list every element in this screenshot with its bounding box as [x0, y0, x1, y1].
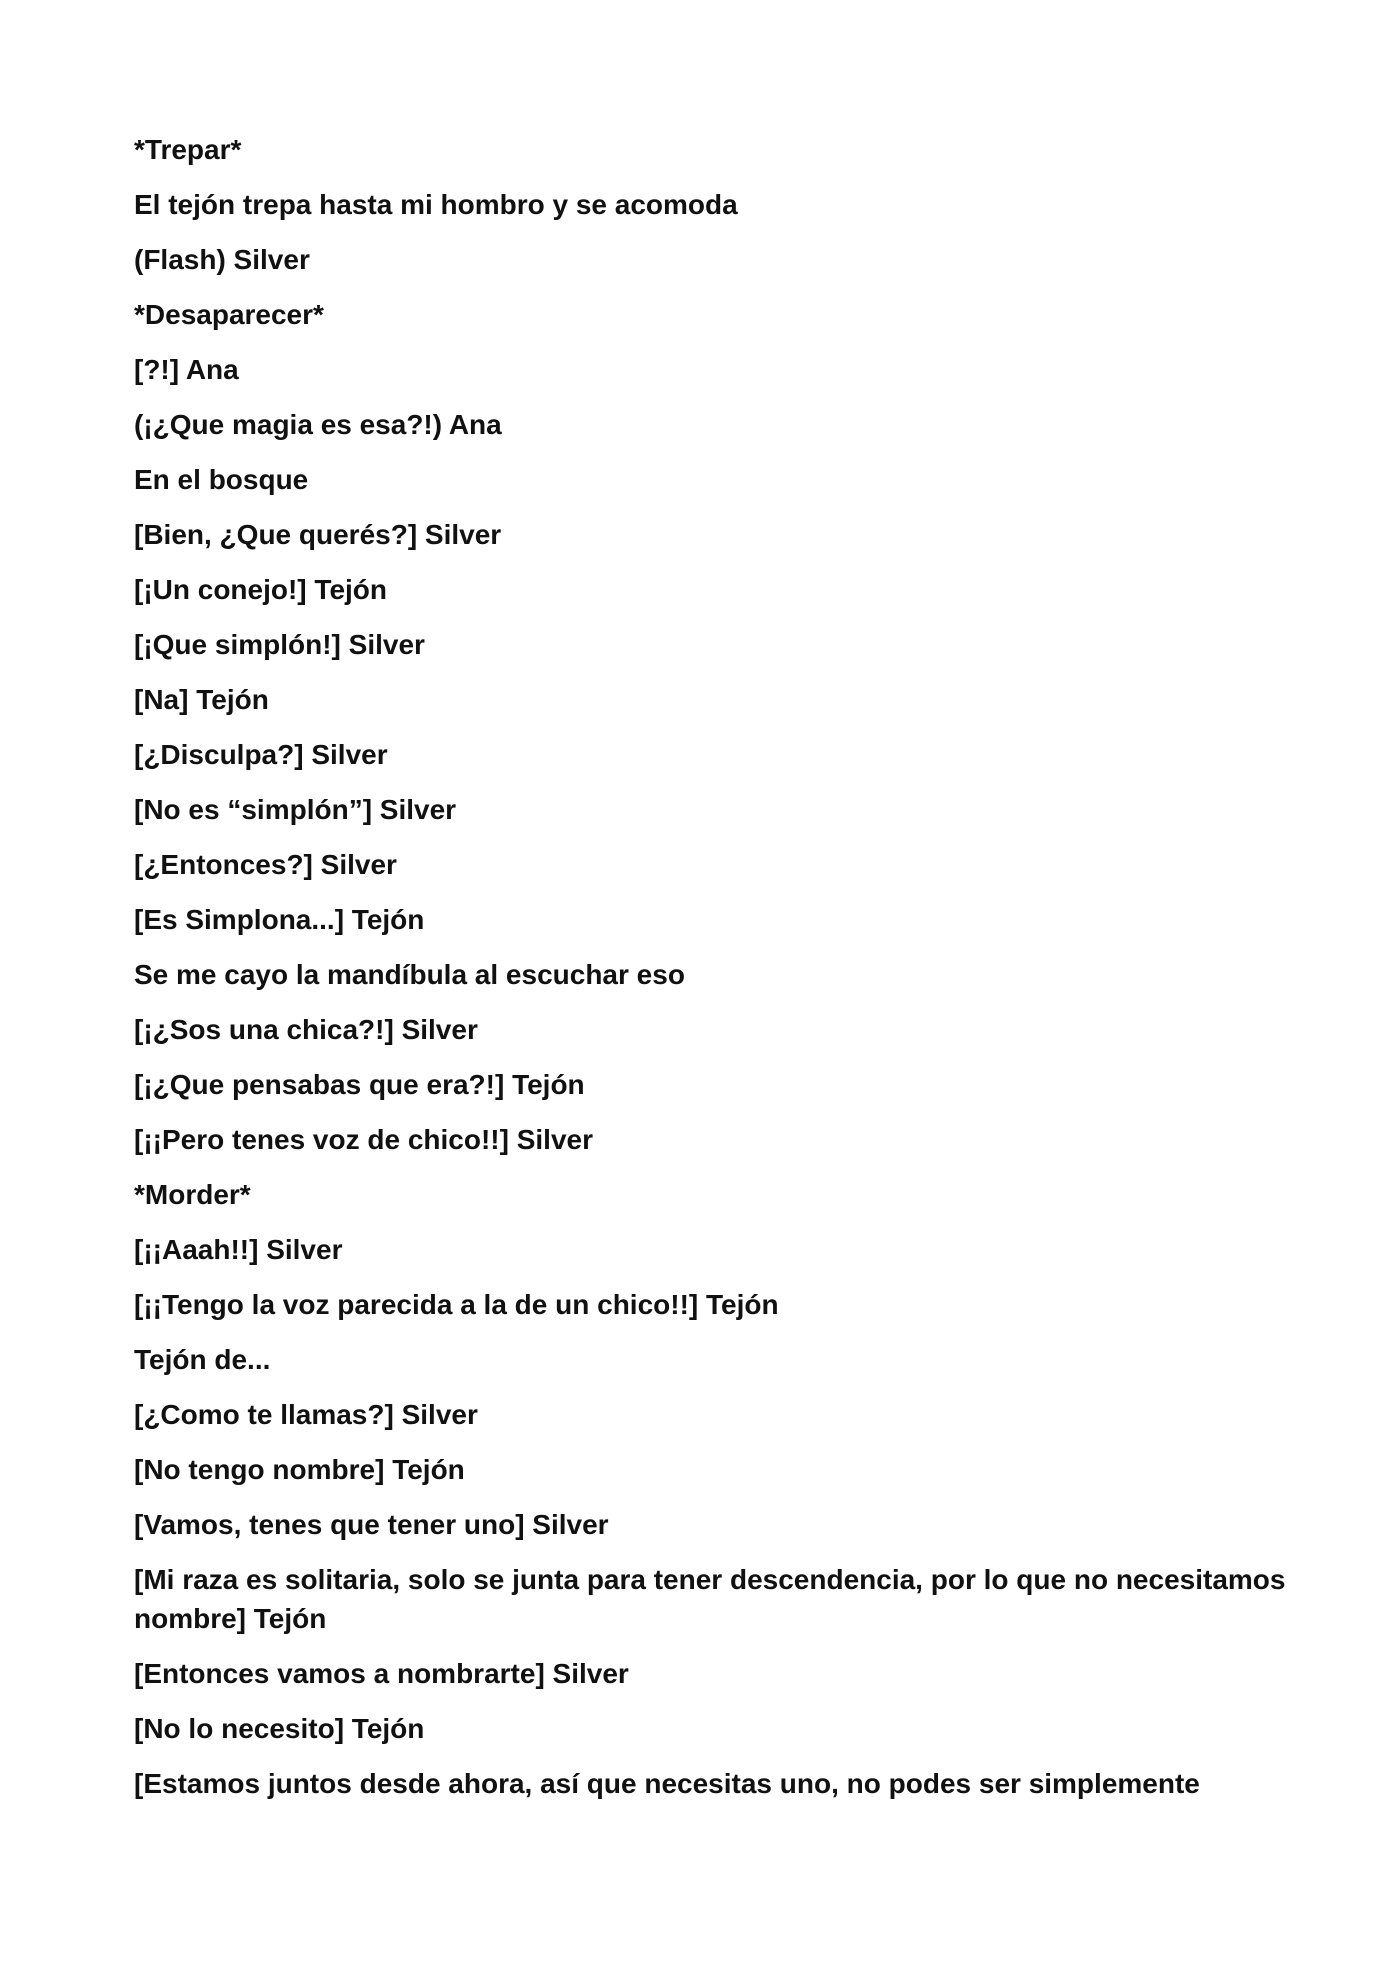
text-line: [¡¿Sos una chica?!] Silver — [134, 1014, 478, 1045]
text-line: [¡¡Tengo la voz parecida a la de un chico!!] Tejón — [134, 1289, 779, 1320]
text-line: [Na] Tejón — [134, 684, 269, 715]
text-line: [¿Disculpa?] Silver — [134, 739, 388, 770]
text-line: [Mi raza es solitaria, solo se junta para tener descendencia, por lo que no necesitamos nombre] Tejón — [134, 1564, 1286, 1634]
text-line: [¡Que simplón!] Silver — [134, 629, 425, 660]
text-line: El tejón trepa hasta mi hombro y se acomoda — [134, 189, 738, 220]
text-line: [No tengo nombre] Tejón — [134, 1454, 465, 1485]
text-line: (Flash) Silver — [134, 244, 310, 275]
text-line: [¿Entonces?] Silver — [134, 849, 397, 880]
text-line: [Bien, ¿Que querés?] Silver — [134, 519, 502, 550]
text-line: *Desaparecer* — [134, 299, 324, 330]
text-line: [¿Como te llamas?] Silver — [134, 1399, 478, 1430]
text-line: [¡Un conejo!] Tejón — [134, 574, 387, 605]
text-line: Tejón de... — [134, 1344, 271, 1375]
text-line: [Es Simplona...] Tejón — [134, 904, 425, 935]
text-line: [¡¡Aaah!!] Silver — [134, 1234, 343, 1265]
text-line: [No es “simplón”] Silver — [134, 794, 457, 825]
text-line: [Estamos juntos desde ahora, así que necesitas uno, no podes ser simplemente — [134, 1768, 1200, 1799]
text-line: [Entonces vamos a nombrarte] Silver — [134, 1658, 629, 1689]
text-line: [¡¡Pero tenes voz de chico!!] Silver — [134, 1124, 593, 1155]
text-line: En el bosque — [134, 464, 309, 495]
document-body — [134, 130, 1294, 1819]
text-line: [?!] Ana — [134, 354, 239, 385]
text-line: Se me cayo la mandíbula al escuchar eso — [134, 959, 685, 990]
text-line: [No lo necesito] Tejón — [134, 1713, 425, 1744]
text-line: [Vamos, tenes que tener uno] Silver — [134, 1509, 609, 1540]
text-line: *Morder* — [134, 1179, 251, 1210]
text-line: [¡¿Que pensabas que era?!] Tejón — [134, 1069, 585, 1100]
text-line: *Trepar* — [134, 134, 242, 165]
text-line: (¡¿Que magia es esa?!) Ana — [134, 409, 502, 440]
